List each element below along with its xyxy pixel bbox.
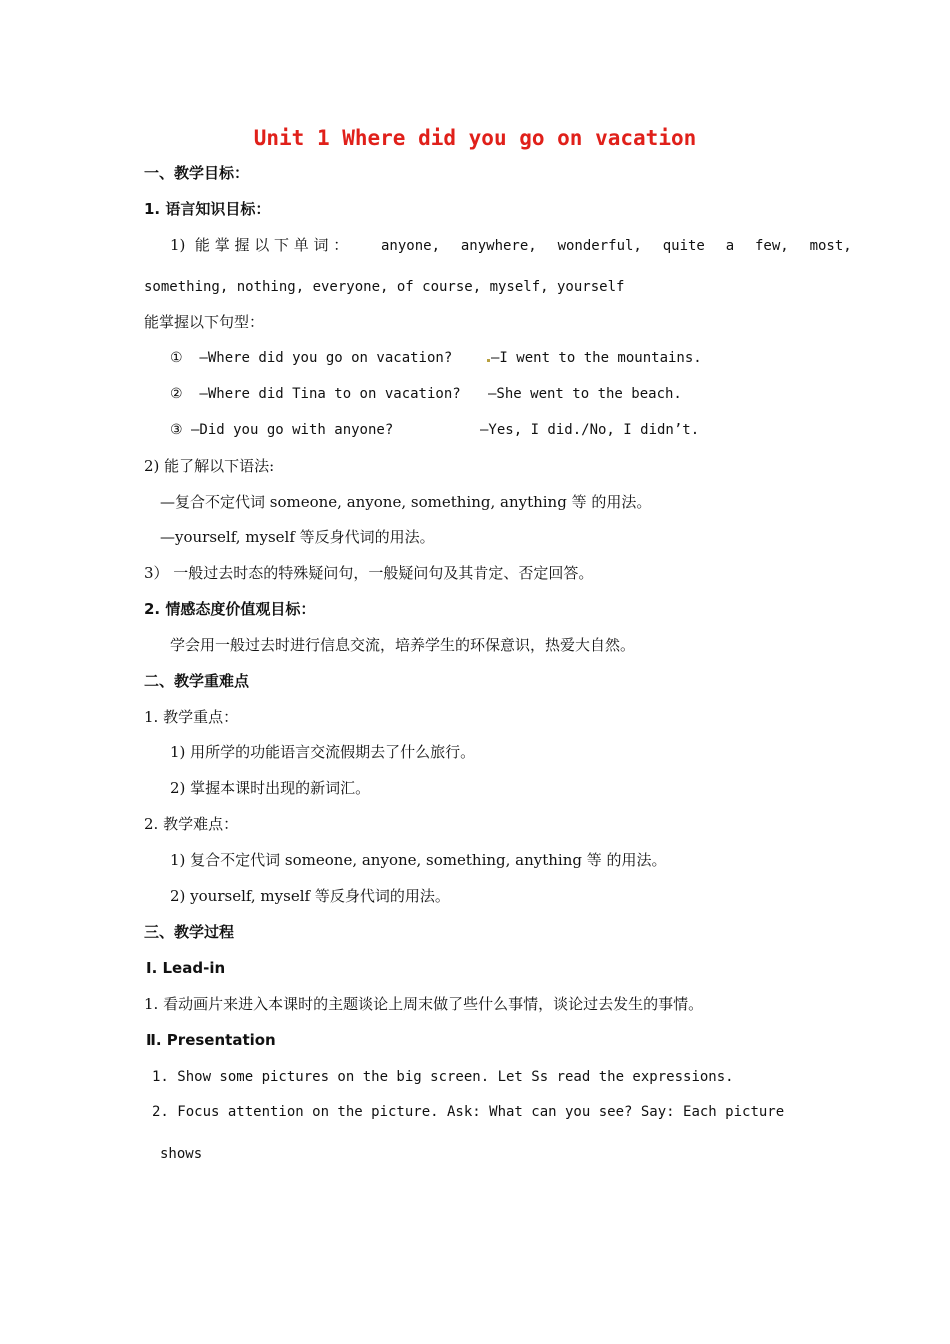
section-heading-objectives: 一、教学目标： <box>144 164 250 182</box>
grammar-point-3: 3） 一般过去时态的特殊疑问句，一般疑问句及其肯定、否定回答。 <box>144 564 594 582</box>
words-intro: 1) 能 掌 握 以 下 单 词 ： <box>170 236 349 254</box>
presentation-item-2: 2. Focus attention on the picture. Ask: What can you see? Say: Each picture <box>152 1104 785 1120</box>
step-lead-in: Ⅰ. Lead-in <box>146 959 226 977</box>
subheading-attitude: 2. 情感态度价值观目标： <box>144 600 316 618</box>
section-heading-key-points: 二、教学重难点 <box>144 672 250 690</box>
sentence-2-question: ② —Where did Tina to on vacation? <box>170 386 461 402</box>
grammar-point-2: —yourself, myself 等反身代词的用法。 <box>160 528 435 546</box>
presentation-item-2-continued: shows <box>160 1146 203 1162</box>
sentence-3-question: ③ —Did you go with anyone? <box>170 422 394 438</box>
lead-in-item-1: 1. 看动画片来进入本课时的主题谈论上周末做了些什么事情，谈论过去发生的事情。 <box>144 995 704 1013</box>
sentence-patterns-intro: 能掌握以下句型： <box>144 313 265 331</box>
sentence-3-answer: —Yes, I did./No, I didn’t. <box>480 422 700 438</box>
key-point-2: 2) 掌握本课时出现的新词汇。 <box>170 779 371 797</box>
difficult-points-label: 2. 教学难点： <box>144 815 239 833</box>
grammar-intro: 2) 能了解以下语法: <box>144 457 275 475</box>
sentence-2-answer: —She went to the beach. <box>488 386 682 402</box>
words-list-line-1: anyone, anywhere, wonderful, quite a few, most, <box>381 238 852 254</box>
sentence-1-answer: —I went to the mountains. <box>486 348 702 368</box>
grammar-point-1: —复合不定代词 someone, anyone, something, anything 等 的用法。 <box>160 493 652 511</box>
presentation-item-1: 1. Show some pictures on the big screen. Let Ss read the expressions. <box>152 1069 734 1085</box>
section-heading-process: 三、教学过程 <box>144 923 235 941</box>
mark-dot <box>487 359 490 362</box>
difficult-point-1: 1) 复合不定代词 someone, anyone, something, anything 等 的用法。 <box>170 851 667 869</box>
step-presentation: Ⅱ. Presentation <box>146 1031 276 1049</box>
subheading-language-knowledge: 1. 语言知识目标： <box>144 200 271 218</box>
attitude-text: 学会用一般过去时进行信息交流，培养学生的环保意识，热爱大自然。 <box>170 636 636 654</box>
difficult-point-2: 2) yourself, myself 等反身代词的用法。 <box>170 887 450 905</box>
document-title: Unit 1 Where did you go on vacation <box>253 126 697 150</box>
words-list-line-2: something, nothing, everyone, of course, myself, yourself <box>144 279 625 295</box>
sentence-1-question: ① —Where did you go on vacation? <box>170 350 453 366</box>
key-point-1: 1) 用所学的功能语言交流假期去了什么旅行。 <box>170 743 476 761</box>
key-points-label: 1. 教学重点： <box>144 708 239 726</box>
